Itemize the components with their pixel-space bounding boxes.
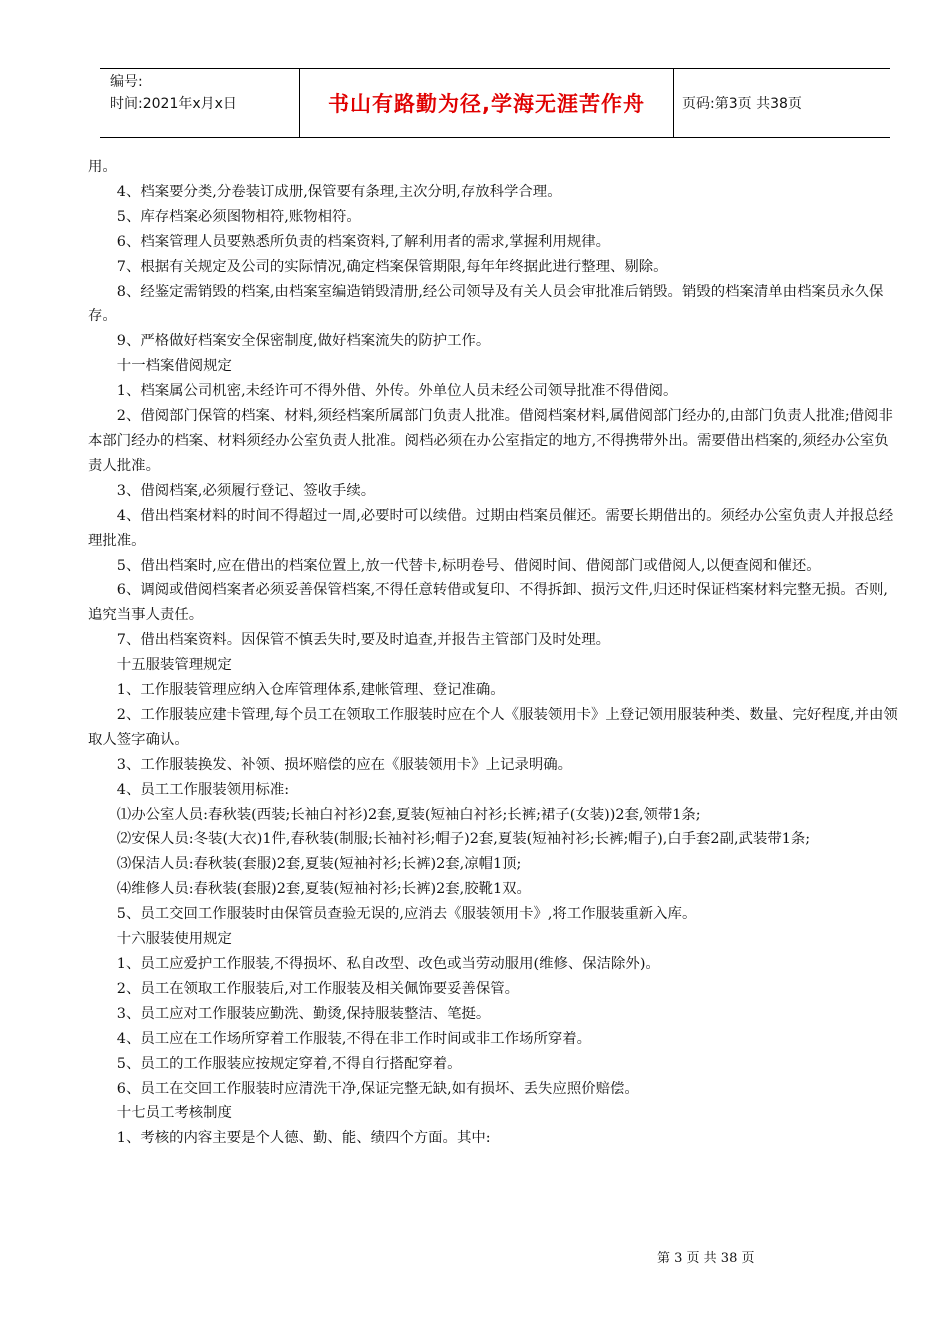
paragraph: 十五服装管理规定 [116, 657, 232, 674]
paragraph: 3、工作服装换发、补领、损坏赔偿的应在《服装领用卡》上记录明确。 [116, 756, 573, 773]
paragraph: 1、员工应爱护工作服装,不得损坏、私自改型、改色或当劳动服用(维修、保洁除外)。 [116, 956, 660, 972]
paragraph: 2、借阅部门保管的档案、材料,须经档案所属部门负责人批准。借阅档案材料,属借阅部门经办的,由部门负责人批准;借阅非本部门经办的档案、材料须经办公室负责人批准。阅档必须在办公室指定的地方,不得携带外出。需要借出档案的,须经办公室负责人批准。 [88, 408, 893, 474]
paragraph: 8、经鉴定需销毁的档案,由档案室编造销毁清册,经公司领导及有关人员会审批准后销毁。销毁的档案清单由档案员永久保存。 [88, 283, 884, 325]
paragraph: 7、根据有关规定及公司的实际情况,确定档案保管期限,每年年终据此进行整理、剔除。 [116, 258, 668, 275]
document-number: 编号: [110, 74, 143, 90]
paragraph: 1、考核的内容主要是个人德、勤、能、绩四个方面。其中: [116, 1130, 491, 1147]
header-meta [100, 69, 300, 137]
paragraph: 1、档案属公司机密,未经许可不得外借、外传。外单位人员未经公司领导批准不得借阅。 [116, 383, 678, 400]
document-body [88, 155, 900, 1151]
paragraph: ⑶保洁人员:春秋装(套服)2套,夏装(短袖衬衫;长裤)2套,凉帽1顶; [116, 856, 522, 873]
paragraph: 5、员工交回工作服装时由保管员查验无误的,应消去《服装领用卡》,将工作服装重新入库。 [116, 906, 697, 923]
paragraph: ⑷维修人员:春秋装(套服)2套,夏装(短袖衬衫;长裤)2套,胶靴1双。 [116, 881, 531, 898]
paragraph: 3、借阅档案,必须履行登记、签收手续。 [116, 482, 376, 499]
header-motto-cell [300, 69, 674, 137]
paragraph: 4、借出档案材料的时间不得超过一周,必要时可以续借。过期由档案员催还。需要长期借出的。须经办公室负责人并报总经理批准。 [88, 507, 894, 549]
document-date: 时间:2021年x月x日 [110, 96, 237, 112]
paragraph: 7、借出档案资料。因保管不慎丢失时,要及时追查,并报告主管部门及时处理。 [116, 632, 610, 649]
paragraph: 十一档案借阅规定 [116, 358, 232, 375]
paragraph: 4、员工应在工作场所穿着工作服装,不得在非工作时间或非工作场所穿着。 [116, 1030, 592, 1047]
paragraph: 十七员工考核制度 [116, 1105, 232, 1122]
paragraph: ⑴办公室人员:春秋装(西装;长袖白衬衫)2套,夏装(短袖白衬衫;长裤;裙子(女装))2套,领带1条; [116, 806, 701, 823]
paragraph: 4、档案要分类,分卷装订成册,保管要有条理,主次分明,存放科学合理。 [116, 183, 562, 200]
paragraph: 2、员工在领取工作服装后,对工作服装及相关佩饰要妥善保管。 [116, 980, 520, 997]
paragraph: ⑵安保人员:冬装(大衣)1件,春秋装(制服;长袖衬衫;帽子)2套,夏装(短袖衬衫;长裤;帽子),白手套2副,武装带1条; [116, 831, 811, 848]
paragraph: 十六服装使用规定 [116, 931, 232, 948]
header-page-cell [674, 69, 890, 137]
paragraph: 1、工作服装管理应纳入仓库管理体系,建帐管理、登记准确。 [116, 682, 505, 699]
paragraph: 6、调阅或借阅档案者必须妥善保管档案,不得任意转借或复印、不得拆卸、损污文件,归还时保证档案材料完整无损。否则,追究当事人责任。 [88, 582, 888, 624]
paragraph: 5、员工的工作服装应按规定穿着,不得自行搭配穿着。 [116, 1055, 462, 1072]
paragraph: 9、严格做好档案安全保密制度,做好档案流失的防护工作。 [116, 333, 491, 350]
paragraph: 5、库存档案必须图物相符,账物相符。 [116, 208, 361, 225]
paragraph: 4、员工工作服装领用标准: [116, 781, 290, 798]
paragraph: 6、档案管理人员要熟悉所负责的档案资料,了解利用者的需求,掌握利用规律。 [116, 233, 610, 250]
paragraph: 2、工作服装应建卡管理,每个员工在领取工作服装时应在个人《服装领用卡》上登记领用服装种类、数量、完好程度,并由领取人签字确认。 [88, 706, 898, 748]
paragraph: 6、员工在交回工作服装时应清洗干净,保证完整无缺,如有损坏、丢失应照价赔偿。 [116, 1080, 639, 1097]
page-footer: 第 3 页 共 38 页 [657, 1251, 755, 1266]
header-page-number: 页码:第3页 共38页 [682, 96, 802, 112]
paragraph: 3、员工应对工作服装应勤洗、勤烫,保持服装整洁、笔挺。 [116, 1005, 491, 1022]
document-header [100, 68, 890, 138]
header-motto: 书山有路勤为径,学海无涯苦作舟 [328, 92, 645, 116]
paragraph: 5、借出档案时,应在借出的档案位置上,放一代替卡,标明卷号、借阅时间、借阅部门或借阅人,以便查阅和催还。 [116, 557, 821, 574]
paragraph: 用。 [88, 159, 117, 175]
